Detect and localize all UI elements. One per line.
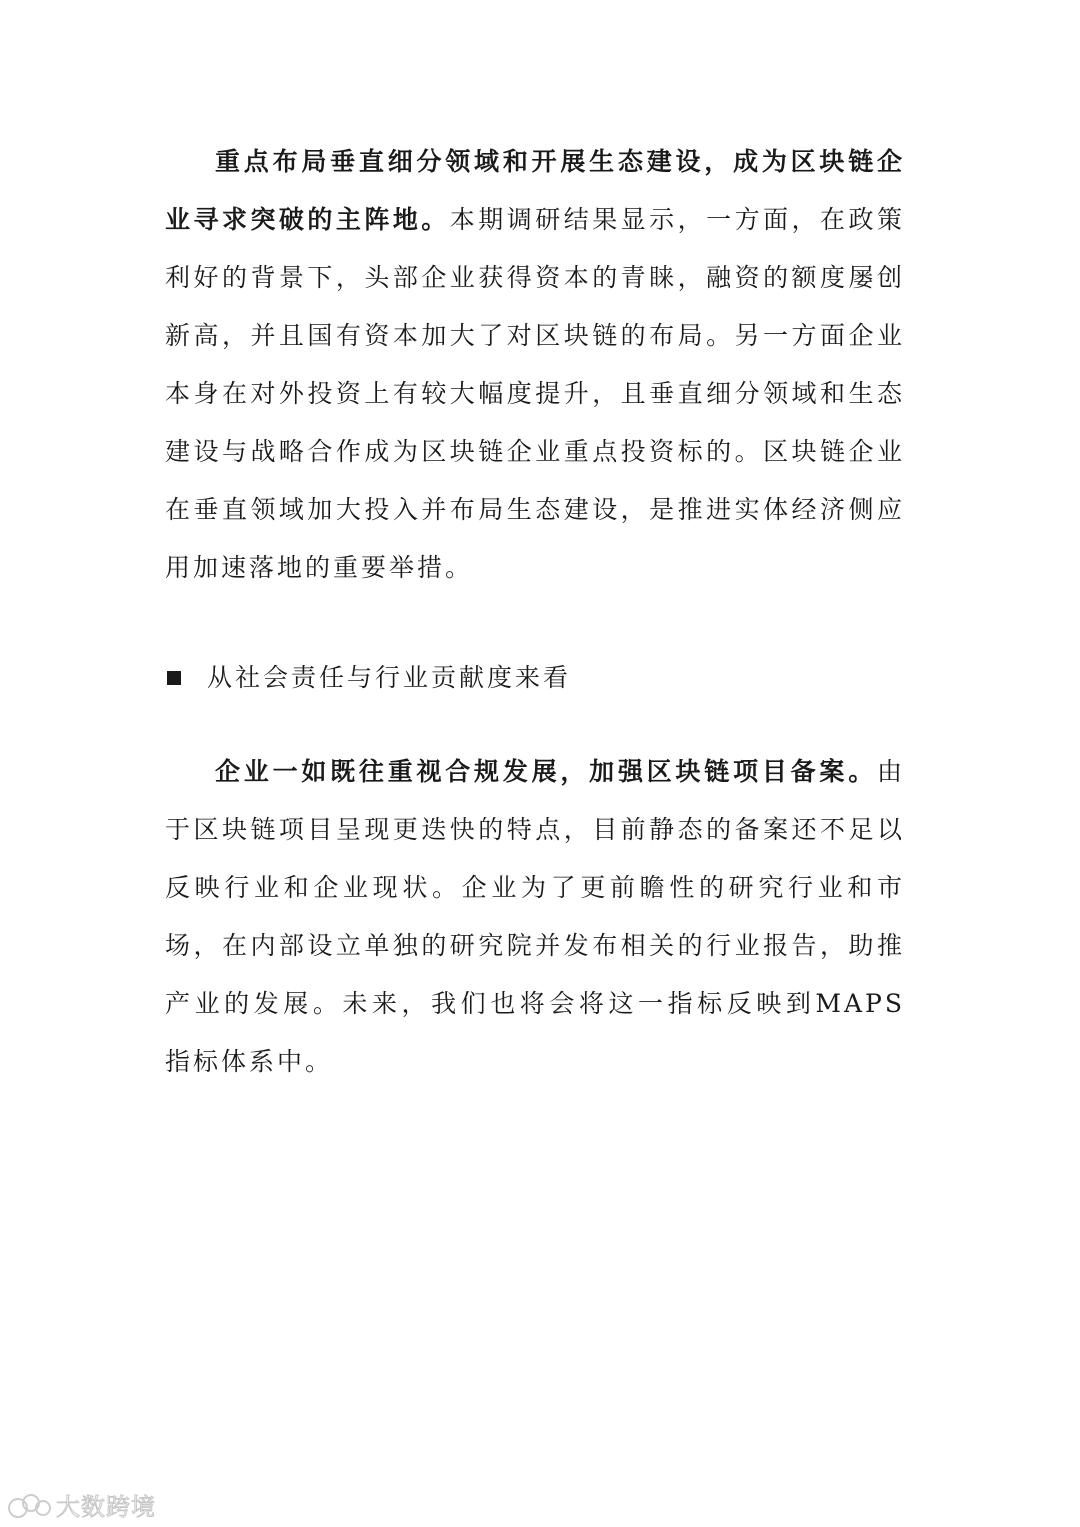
paragraph-compliance bbox=[165, 743, 905, 1091]
document-page bbox=[165, 133, 905, 1091]
square-bullet-icon bbox=[167, 671, 181, 685]
section-heading bbox=[165, 649, 905, 707]
paragraph-body: 由于区块链项目呈现更迭快的特点，目前静态的备案还不足以反映行业和企业现状。企业为了更前瞻性的研究行业和市场，在内部设立单独的研究院并发布相关的行业报告，助推产业的发展。未来，我们也将会将这一指标反映到MAPS 指标体系中。 bbox=[165, 757, 905, 1076]
paragraph-investment bbox=[165, 133, 905, 597]
watermark-text: 大数跨境 bbox=[56, 1493, 156, 1521]
paragraph-body: 本期调研结果显示，一方面，在政策利好的背景下，头部企业获得资本的青睐，融资的额度屡创新高，并且国有资本加大了对区块链的布局。另一方面企业本身在对外投资上有较大幅度提升，且垂直细分领域和生态建设与战略合作成为区块链企业重点投资标的。区块链企业在垂直领域加大投入并布局生态建设，是推进实体经济侧应用加速落地的重要举措。 bbox=[165, 205, 905, 582]
section-heading-text: 从社会责任与行业贡献度来看 bbox=[207, 663, 572, 692]
cloud-logo-icon bbox=[8, 1490, 52, 1520]
watermark bbox=[8, 1487, 156, 1522]
paragraph-lead-bold: 企业一如既往重视合规发展，加强区块链项目备案。 bbox=[215, 757, 877, 786]
paragraph-lead-bold: 重点布局垂直细分领域和开展生态建设，成为区块链企业寻求突破的主阵地。 bbox=[165, 147, 905, 234]
